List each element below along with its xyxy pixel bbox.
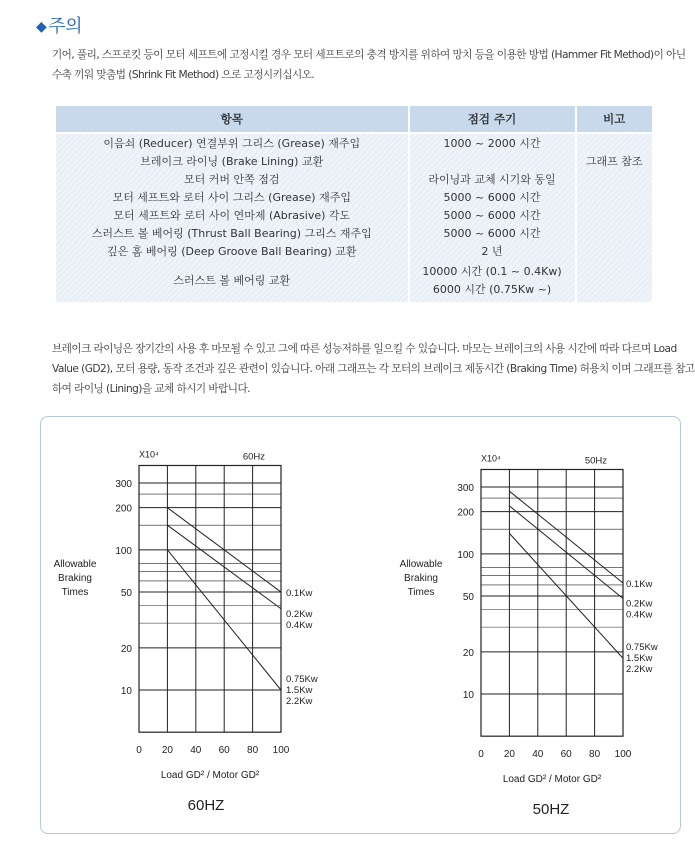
- y-tick-label: 20: [120, 643, 132, 655]
- y-axis-label: Allowable: [399, 559, 443, 570]
- x-tick-label: 20: [503, 749, 515, 760]
- row-cycle: 1000 ~ 2000 시간: [409, 133, 576, 152]
- header-note: 비고: [576, 106, 654, 133]
- x-tick-label: 40: [190, 745, 202, 756]
- x-axis-label: Load GD² / Motor GD²: [502, 774, 602, 785]
- plot-frame: [481, 469, 623, 736]
- row-note: [576, 170, 654, 188]
- row-item: 스러스트 볼 베어링 (Thrust Ball Bearing) 그리스 재주입: [56, 224, 409, 242]
- chart-title: 60HZ: [187, 797, 225, 814]
- row-item: 모터 세프트와 로터 사이 연마제 (Abrasive) 각도: [56, 206, 409, 224]
- table-header-row: [56, 106, 653, 133]
- y-tick-label: 50: [462, 592, 474, 604]
- y-tick-label: 300: [457, 483, 474, 494]
- header-cycle: 점검 주기: [409, 106, 576, 133]
- row-cycle: [409, 152, 576, 170]
- x-tick-label: 80: [589, 749, 601, 760]
- series-label: 0.4Kw: [286, 619, 313, 631]
- x-tick-label: 0: [478, 749, 484, 760]
- y-tick-label: 200: [457, 507, 474, 519]
- y-axis-label: Allowable: [53, 559, 97, 570]
- header-item: 항목: [56, 106, 409, 133]
- y-axis-label: Times: [407, 587, 435, 598]
- braking-charts: [41, 417, 680, 833]
- chart-title: 50HZ: [532, 801, 570, 818]
- x-tick-label: 0: [136, 745, 142, 756]
- series-label: 0.2Kw: [626, 598, 653, 610]
- table-row: [56, 170, 653, 188]
- x-axis-label: Load GD² / Motor GD²: [160, 770, 260, 781]
- x-tick-label: 100: [614, 749, 632, 760]
- row-item: 깊은 홈 베어링 (Deep Groove Ball Bearing) 교환: [56, 242, 409, 260]
- row-cycle: 2 년: [409, 242, 576, 260]
- x-tick-label: 20: [161, 745, 173, 756]
- series-label: 1.5Kw: [626, 653, 653, 665]
- series-label: 2.2Kw: [626, 664, 653, 676]
- graph-panel: [40, 416, 681, 834]
- y-multiplier-label: X10⁴: [481, 453, 501, 464]
- series-label: 2.2Kw: [286, 696, 313, 707]
- y-tick-label: 200: [115, 503, 132, 515]
- table-row: [56, 152, 653, 170]
- plot-frame: [139, 465, 281, 732]
- series-label: 1.5Kw: [286, 685, 313, 696]
- row-item: 스러스트 볼 베어링 교환: [56, 260, 409, 302]
- diamond-icon: ◆: [36, 19, 47, 35]
- intro-paragraph: [52, 45, 686, 85]
- body-line: Value (GD2), 모터 용량, 동작 조건과 깊은 관련이 있습니다. 아래 그래프는 각 모터의 브레이크 제동시간 (Braking Time) 허용치 이며 그래프를 참고: [52, 363, 695, 375]
- table-row: [56, 224, 653, 242]
- series-label: 0.1Kw: [626, 578, 653, 590]
- y-tick-label: 300: [115, 479, 132, 490]
- y-axis-label: Braking: [58, 573, 92, 584]
- frequency-label: 50Hz: [584, 455, 607, 467]
- x-tick-label: 60: [218, 745, 230, 756]
- y-tick-label: 20: [462, 647, 474, 659]
- table-row: [56, 260, 653, 302]
- row-note: [576, 188, 654, 206]
- section-title-text: 주의: [48, 16, 83, 37]
- frequency-label: 60Hz: [242, 451, 265, 463]
- body-line: 하여 라이닝 (Lining)을 교체 하시기 바랍니다.: [52, 383, 250, 395]
- y-multiplier-label: X10⁴: [139, 449, 159, 460]
- intro-line: 기어, 풀리, 스프로킷 등이 모터 세프트에 고정시킬 경우 모터 세프트로의 충격 방지를 위하여 망치 등을 이용한 방법 (Hammer Fit Method)이 아닌: [52, 49, 686, 61]
- x-tick-label: 80: [247, 745, 259, 756]
- row-cycle-line: 10000 시간 (0.1 ~ 0.4Kw): [422, 265, 562, 278]
- row-item: 이음쇠 (Reducer) 연결부위 그리스 (Grease) 재주입: [56, 133, 409, 152]
- row-item: 모터 커버 안쪽 점검: [56, 170, 409, 188]
- row-cycle: 5000 ~ 6000 시간: [409, 188, 576, 206]
- intro-line: 수축 끼워 맞춤법 (Shrink Fit Method) 으로 고정시키십시오.: [52, 69, 315, 81]
- series-label: 0.1Kw: [286, 588, 313, 600]
- row-cycle: [409, 260, 576, 302]
- row-cycle: 5000 ~ 6000 시간: [409, 206, 576, 224]
- y-tick-label: 10: [462, 690, 474, 701]
- y-tick-label: 10: [120, 686, 132, 697]
- row-note: [576, 260, 654, 302]
- row-note: [576, 242, 654, 260]
- x-tick-label: 40: [532, 749, 544, 760]
- table-row: [56, 206, 653, 224]
- y-axis-label: Braking: [404, 573, 438, 584]
- inspection-table: [56, 106, 654, 302]
- y-tick-label: 50: [120, 588, 132, 600]
- x-tick-label: 100: [272, 745, 290, 756]
- series-label: 0.75Kw: [286, 674, 318, 685]
- table-row: [56, 133, 653, 152]
- y-tick-label: 100: [457, 549, 474, 561]
- row-cycle: 라이닝과 교체 시기와 동일: [409, 170, 576, 188]
- body-paragraph: [52, 339, 695, 399]
- row-item: 브레이크 라이닝 (Brake Lining) 교환: [56, 152, 409, 170]
- row-cycle: 5000 ~ 6000 시간: [409, 224, 576, 242]
- row-item: 모터 세프트와 로터 사이 그리스 (Grease) 재주입: [56, 188, 409, 206]
- series-label: 0.75Kw: [626, 642, 658, 654]
- table-row: [56, 188, 653, 206]
- row-note: [576, 133, 654, 152]
- row-note: 그래프 참조: [576, 152, 654, 170]
- table-row: [56, 242, 653, 260]
- y-axis-label: Times: [61, 587, 89, 598]
- body-line: 브레이크 라이닝은 장기간의 사용 후 마모될 수 있고 그에 따른 성능저하를 일으킬 수 있습니다. 마모는 브레이크의 사용 시간에 따라 다르며 Load: [52, 343, 677, 355]
- row-cycle-line: 6000 시간 (0.75Kw ~): [432, 283, 552, 296]
- row-note: [576, 206, 654, 224]
- y-tick-label: 100: [115, 545, 132, 557]
- series-label: 0.4Kw: [626, 609, 653, 621]
- x-tick-label: 60: [560, 749, 572, 760]
- series-label: 0.2Kw: [286, 608, 313, 620]
- section-title: [36, 12, 82, 38]
- row-note: [576, 224, 654, 242]
